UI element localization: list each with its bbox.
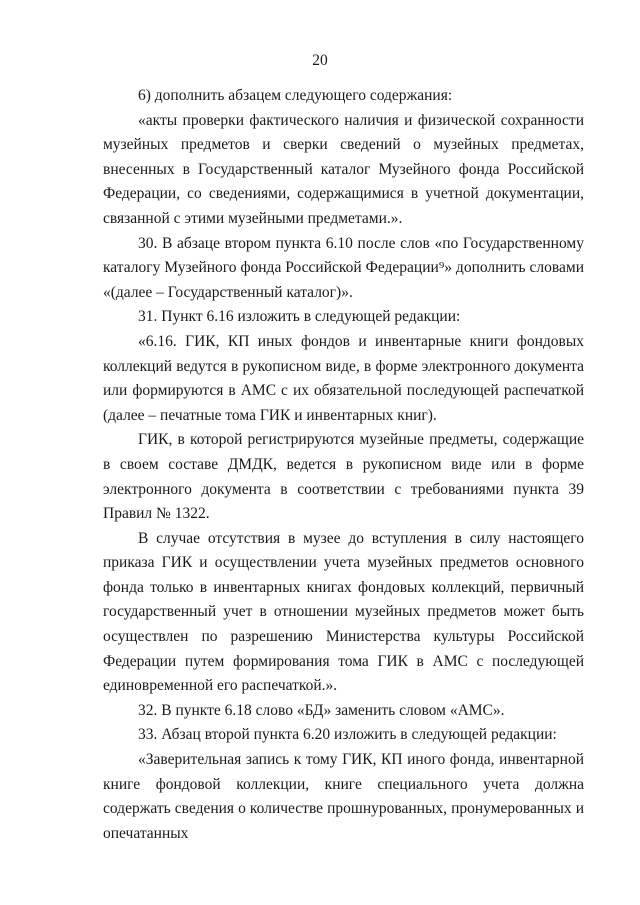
- paragraph-item-6-intro: 6) дополнить абзацем следующего содержания:: [138, 87, 453, 104]
- paragraph-absence-case: В случае отсутствия в музее до вступления в силу настоящего приказа ГИК и осуществлении учета музейных предметов основного фонда только в инвентарных книгах фондовых коллекций, первичный государственный учет в отношении музейных предметов может быть осуществлен по разрешению Министерства культуры Российской Федерации путем формирования тома ГИК в АМС с последующей единовременной его распечаткой.».: [103, 529, 584, 695]
- paragraph-item-6-16: «6.16. ГИК, КП иных фондов и инвентарные книги фондовых коллекций ведутся в рукописном виде, в форме электронного документа или формируются в АМС с их обязательной последующей распечаткой (далее – печатные тома ГИК и инвентарных книг).: [103, 332, 584, 424]
- paragraph-inspection-acts: «акты проверки фактического наличия и физической сохранности музейных предметов и сверки сведений о музейных предметах, внесенных в Государственный каталог Музейного фонда Российской Федерации, со сведениями, содержащимися в учетной документации, связанной с этими музейными предметами.».: [103, 111, 584, 227]
- page-number: 20: [312, 52, 328, 69]
- document-body: [103, 84, 584, 846]
- paragraph-gik-dmdk: ГИК, в которой регистрируются музейные предметы, содержащие в своем составе ДМДК, ведется в рукописном виде или в форме электронного документа в соответствии с требованиями пункта 39 Правил № 1322.: [103, 431, 584, 523]
- paragraph-item-30: 30. В абзаце втором пункта 6.10 после слов «по Государственному каталогу Музейного фонда Российской Федерации⁹» дополнить словами «(далее – Государственный каталог)».: [103, 234, 584, 301]
- paragraph-item-33: 33. Абзац второй пункта 6.20 изложить в следующей редакции:: [138, 726, 557, 744]
- paragraph-item-31: 31. Пункт 6.16 изложить в следующей редакции:: [138, 308, 461, 326]
- paragraph-item-32: 32. В пункте 6.18 слово «БД» заменить словом «АМС».: [138, 701, 505, 719]
- paragraph-certification-record: «Заверительная запись к тому ГИК, КП иного фонда, инвентарной книге фондовой коллекции, книге специального учета должна содержать сведения о количестве прошнурованных, пронумерованных и опечатанных: [103, 751, 584, 842]
